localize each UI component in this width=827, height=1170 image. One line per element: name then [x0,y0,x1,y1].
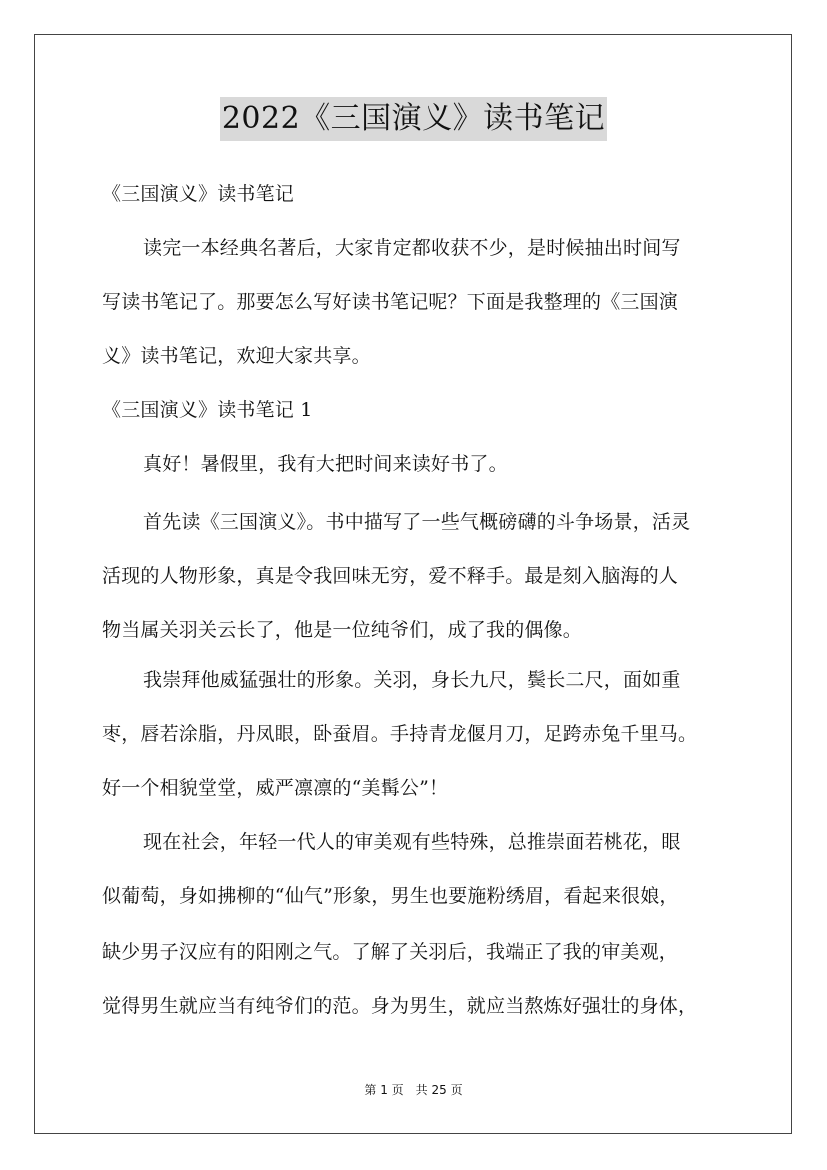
paragraph-line: 缺少男子汉应有的阳刚之气。了解了关羽后，我端正了我的审美观， [102,941,679,963]
paragraph-line: 真好！暑假里，我有大把时间来读好书了。 [143,453,508,475]
paragraph-line: 读完一本经典名著后，大家肯定都收获不少，是时候抽出时间写 [143,237,681,259]
paragraph-line: 我崇拜他威猛强壮的形象。关羽，身长九尺，鬓长二尺，面如重 [143,669,681,691]
paragraph-line: 好一个相貌堂堂，威严凛凛的“美髯公”！ [102,777,449,799]
paragraph-line: 似葡萄，身如拂柳的“仙气”形象，男生也要施粉绣眉，看起来很娘， [102,885,679,907]
section-heading: 《三国演义》读书笔记 1 [102,399,313,421]
paragraph-line: 活现的人物形象，真是令我回味无穷，爱不释手。最是刻入脑海的人 [102,565,679,587]
page-number-footer: 第 1 页 共 25 页 [364,1083,463,1097]
paragraph-line: 义》读书笔记，欢迎大家共享。 [102,345,371,367]
paragraph-line: 觉得男生就应当有纯爷们的范。身为男生，就应当熬炼好强壮的身体， [102,995,698,1017]
document-title: 2022《三国演义》读书笔记 [220,97,607,141]
paragraph-line: 枣，唇若涂脂，丹凤眼，卧蚕眉。手持青龙偃月刀，足跨赤兔千里马。 [102,723,698,745]
paragraph-line: 首先读《三国演义》。书中描写了一些气概磅礴的斗争场景，活灵 [143,511,691,533]
paragraph-line: 写读书笔记了。那要怎么写好读书笔记呢？下面是我整理的《三国演 [102,291,679,313]
subtitle-line: 《三国演义》读书笔记 [102,183,295,205]
paragraph-line: 物当属关羽关云长了，他是一位纯爷们，成了我的偶像。 [102,619,583,641]
paragraph-line: 现在社会，年轻一代人的审美观有些特殊，总推崇面若桃花，眼 [143,831,681,853]
title-container [0,97,827,141]
